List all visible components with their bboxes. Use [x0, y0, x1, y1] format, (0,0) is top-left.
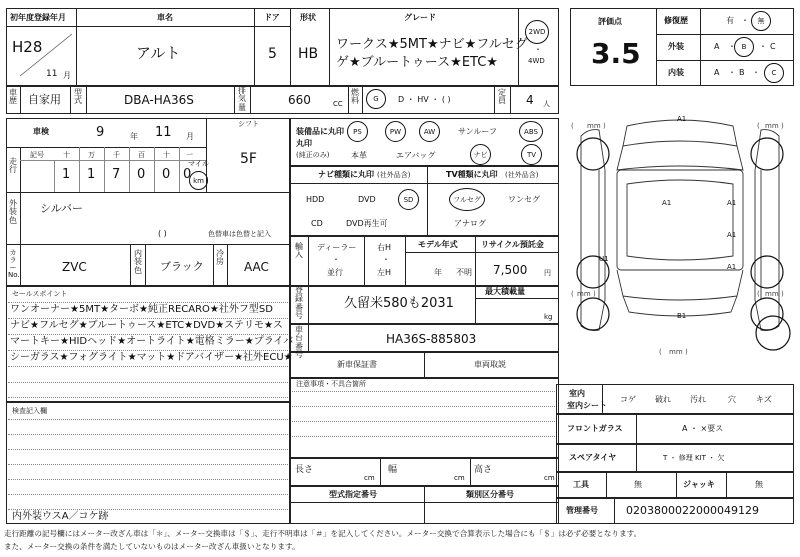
first-reg-month: 11	[46, 69, 58, 79]
exterior-a: A	[714, 42, 720, 51]
equipment-label-2: 丸印	[296, 139, 312, 148]
dim-length-unit: cm	[364, 474, 375, 482]
spare-label: スペアタイヤ	[569, 453, 617, 462]
svg-text:mm: mm	[765, 122, 779, 130]
exterior-label: 外装	[668, 42, 684, 51]
import-dot: ・	[332, 255, 340, 264]
mgmt-label: 管理番号	[566, 506, 598, 515]
mileage-digit-6: 0	[183, 167, 192, 182]
color-label: 外装色	[9, 199, 17, 225]
svg-text:(: (	[757, 290, 760, 298]
sheet-item-4: 穴	[728, 395, 736, 404]
registration-label: 登録番号	[295, 286, 303, 321]
tv-analog: アナログ	[454, 219, 486, 228]
footer-line-1: 走行距離の記号欄にはメーター改ざん車は「＊」、メーター交換車は「＄」、走行不明車は「＃」を記入してください。メーター交換で合算表示した場合にも「＄」は必ず必要となります。	[4, 529, 642, 538]
navi-title: ナビ種類に丸印	[318, 170, 374, 179]
interior-label: 内装	[668, 68, 684, 77]
usage-row	[6, 86, 559, 114]
mileage-label: 走行	[9, 157, 17, 175]
repair-none-circled: 無	[751, 11, 771, 31]
notes-block	[290, 378, 559, 458]
tv-oneseg: ワンセグ	[508, 195, 540, 204]
svg-text:mm: mm	[577, 290, 591, 298]
dim-height-label: 高さ	[474, 465, 493, 475]
registration: 久留米580も2031	[344, 296, 454, 311]
svg-text:): )	[603, 122, 606, 130]
svg-text:): )	[593, 290, 596, 298]
damage-code-3: A1	[727, 199, 737, 207]
inspector-note: 内外装ウスA／コケ跡	[12, 511, 109, 522]
score-label: 評価点	[598, 17, 622, 26]
recycle-label: リサイクル預託金	[481, 240, 544, 249]
tv-sub: (社外品含)	[505, 171, 539, 179]
interior-sheet-label-2: 室内シート	[567, 401, 607, 410]
equip-aw-circled: AW	[419, 121, 440, 142]
drive-dot: ・	[534, 45, 542, 54]
digit-label-6: 一	[186, 151, 193, 159]
tv-fullseg-circled: フルセグ	[449, 188, 485, 211]
import-dot-2: ・	[382, 255, 390, 264]
digit-label-1: 十	[63, 151, 70, 159]
equip-sunroof: サンルーフ	[458, 127, 497, 136]
jack-value: 無	[755, 480, 763, 489]
svg-text:(: (	[757, 122, 760, 130]
first-reg-era-year: H28	[12, 38, 43, 56]
first-reg-label: 初年度登録年月	[10, 13, 66, 22]
navi-dvd-play: DVD再生可	[346, 219, 388, 228]
doors-label: ドア	[264, 13, 280, 22]
interior-b: B	[739, 68, 745, 77]
digit-label-3: 千	[113, 151, 120, 159]
exterior-dot-2: ・	[759, 42, 767, 51]
sheet-item-3: 汚れ	[690, 395, 706, 404]
navi-dvd: DVD	[358, 195, 376, 204]
mileage-digit-1: 1	[62, 167, 71, 182]
import-left: 左H	[377, 268, 392, 277]
shift-label: シフト	[238, 120, 259, 128]
person-unit: 人	[543, 100, 550, 108]
mileage-digit-3: 7	[112, 167, 121, 182]
repair-yes: 有	[726, 16, 734, 25]
navi-sub: (社外品含)	[377, 171, 411, 179]
digit-label-4: 百	[138, 151, 145, 159]
car-body-diagram	[565, 100, 795, 385]
fuel-options: D ・ HV ・ ( )	[398, 95, 451, 104]
fuel-g-circled: G	[366, 89, 386, 109]
sheet-item-1: コゲ	[620, 395, 636, 404]
chassis-label: 車台番号	[295, 325, 303, 360]
equipment-label: 装備品に丸印	[296, 127, 344, 136]
dim-length-label: 長さ	[295, 465, 314, 475]
digit-label-2: 万	[88, 151, 95, 159]
car-name: アルト	[136, 44, 181, 62]
sheet-item-2: 破れ	[655, 395, 671, 404]
interior-color-label: 内装色	[134, 249, 142, 275]
footer-line-2: また、メーター交換の条件を満たしていないものはメーター改ざん車扱いとなります。	[4, 542, 300, 551]
navi-hdd: HDD	[306, 195, 325, 204]
exterior-dot-1: ・	[728, 42, 736, 51]
model: DBA-HA36S	[124, 93, 194, 107]
sales-line-1: ワンオーナー★5MT★ターボ★純正RECARO★社外フ型SD	[10, 304, 273, 315]
designation-label: 型式指定番号	[329, 490, 377, 499]
shape: HB	[298, 46, 319, 62]
header-divider	[6, 26, 290, 27]
ac-label: 冷房	[216, 249, 224, 267]
tools-label: 工具	[573, 480, 589, 489]
digit-label-5: 十	[163, 151, 170, 159]
damage-code-7: B1	[677, 312, 687, 320]
svg-text:): )	[781, 122, 784, 130]
dims-block	[290, 458, 559, 486]
sales-label: セールスポイント	[12, 290, 68, 298]
svg-text:mm: mm	[765, 290, 779, 298]
navi-sd-circled: SD	[398, 189, 419, 210]
mile-label: マイル	[188, 160, 209, 168]
yen-unit: 円	[544, 269, 551, 277]
grade-line1: ワークス★5MT★ナビ★フルセグ	[336, 37, 528, 52]
spare-value: T ・ 修理 KIT ・ 欠	[663, 454, 725, 462]
tools-value: 無	[634, 480, 642, 489]
cc-unit: CC	[333, 100, 343, 108]
repair-dot: ・	[741, 16, 749, 25]
model-year-label: モデル年式	[418, 240, 458, 249]
grade-line2: ゲ★ブルートゥース★ETC★	[336, 55, 498, 70]
equip-ps-circled: PS	[347, 121, 368, 142]
chassis: HA36S-885803	[386, 332, 477, 346]
sales-line-4: シーガラス★フォグライト★マット★ドアバイザー★社外ECU★	[10, 352, 293, 363]
max-load-label: 最大積載量	[485, 287, 525, 296]
recycle: 7,500	[493, 263, 528, 277]
mileage-digit-5: 0	[162, 167, 171, 182]
inspector-label: 検査記入欄	[12, 407, 47, 415]
glass-value: A ・ ×要ス	[682, 424, 724, 433]
svg-text:mm: mm	[669, 348, 683, 356]
model-label: 型式	[74, 88, 82, 106]
kg-unit: kg	[544, 313, 553, 321]
color-no-label: カラーNo.	[8, 249, 20, 280]
equip-navi-circled: ナビ	[470, 144, 491, 165]
warranty-new: 新車保証書	[337, 360, 377, 369]
inspection-label: 車検	[33, 127, 49, 136]
dim-width-label: 幅	[388, 465, 398, 475]
record-label: 記号	[30, 151, 44, 159]
damage-code-6: A1	[727, 263, 737, 271]
interior-sheet-label: 室内	[569, 389, 585, 398]
doors: 5	[268, 46, 277, 62]
repair-label: 修復歴	[664, 16, 688, 25]
displacement: 660	[288, 93, 311, 107]
equip-abs-circled: ABS	[519, 121, 543, 142]
import-right: 右H	[377, 243, 392, 252]
usage: 自家用	[28, 93, 61, 106]
interior-dot-2: ・	[752, 68, 760, 77]
exterior-b-circled: B	[734, 37, 754, 57]
exterior-c: C	[770, 42, 776, 51]
ac: AAC	[244, 260, 269, 274]
capacity-label: 定員	[498, 88, 506, 106]
color-note: 色替車は色替と記入	[208, 230, 271, 238]
mileage-digit-2: 1	[87, 167, 96, 182]
damage-code-2: A1	[662, 199, 672, 207]
dim-width-unit: cm	[454, 474, 465, 482]
displacement-label: 排気量	[238, 86, 246, 112]
mgmt-value: 0203800022000049129	[626, 504, 759, 517]
fuel-label: 燃料	[351, 88, 359, 106]
color-value: シルバー	[40, 202, 83, 215]
capacity: 4	[526, 93, 534, 107]
glass-label: フロントガラス	[567, 424, 623, 433]
km-circled: km	[189, 171, 208, 190]
inspector-block	[6, 402, 290, 524]
inspection-year-unit: 年	[130, 132, 138, 141]
drive-2wd-circled: 2WD	[525, 20, 549, 44]
damage-code-5: U1	[599, 255, 609, 263]
color-no: ZVC	[62, 260, 87, 274]
interior-color: ブラック	[160, 260, 204, 273]
import-label: 輸入	[295, 242, 303, 260]
svg-text:): )	[781, 290, 784, 298]
grade-label: グレード	[404, 13, 436, 22]
jack-label: ジャッキ	[683, 480, 715, 489]
inspection-month: 11	[155, 125, 172, 140]
inspection-month-unit: 月	[186, 132, 194, 141]
sheet-item-5: キズ	[756, 395, 772, 404]
warranty-manual: 車両取説	[474, 360, 506, 369]
sales-line-2: ナビ★フルセグ★ブルートゥース★ETC★DVD★ステリモ★ス	[10, 320, 283, 331]
import-dealer: ディーラー	[317, 243, 357, 252]
svg-text:mm: mm	[587, 122, 601, 130]
svg-text:): )	[685, 348, 688, 356]
import-parallel: 並行	[327, 268, 343, 277]
svg-text:(: (	[571, 122, 574, 130]
dim-height-unit: cm	[544, 474, 555, 482]
interior-a: A	[714, 68, 720, 77]
equip-tv-circled: TV	[521, 144, 542, 165]
color-paren: ( )	[158, 229, 167, 238]
equip-pw-circled: PW	[385, 121, 406, 142]
model-year-unit: 年	[434, 268, 442, 277]
score: 3.5	[591, 37, 641, 70]
equip-leather: 本革	[351, 151, 367, 160]
model-year-unknown: 不明	[456, 268, 472, 277]
mileage-digit-4: 0	[137, 167, 146, 182]
notes-label: 注意事項・不具合箇所	[296, 380, 366, 388]
shape-label: 形状	[300, 13, 316, 22]
car-name-label: 車名	[157, 13, 173, 22]
interior-dot-1: ・	[728, 68, 736, 77]
shift: 5F	[240, 151, 257, 167]
svg-text:(: (	[659, 348, 662, 356]
sales-line-3: マートキー★HIDヘッド★オートライト★電格ミラー★プライバ	[10, 336, 294, 347]
drive-4wd: 4WD	[528, 57, 545, 65]
first-reg-month-unit: 月	[63, 71, 71, 80]
tv-title: TV種類に丸印	[446, 170, 498, 179]
equipment-sub: (純正のみ)	[296, 151, 330, 159]
svg-text:(: (	[571, 290, 574, 298]
interior-c-circled: C	[764, 63, 784, 83]
damage-code-4: A1	[727, 231, 737, 239]
inspection-year: 9	[96, 125, 105, 140]
damage-code-1: A1	[677, 115, 687, 123]
navi-cd: CD	[311, 219, 323, 228]
equip-airbag: エアバッグ	[396, 151, 436, 160]
usage-label: 車歴	[9, 88, 17, 106]
category-label: 類別区分番号	[466, 490, 514, 499]
